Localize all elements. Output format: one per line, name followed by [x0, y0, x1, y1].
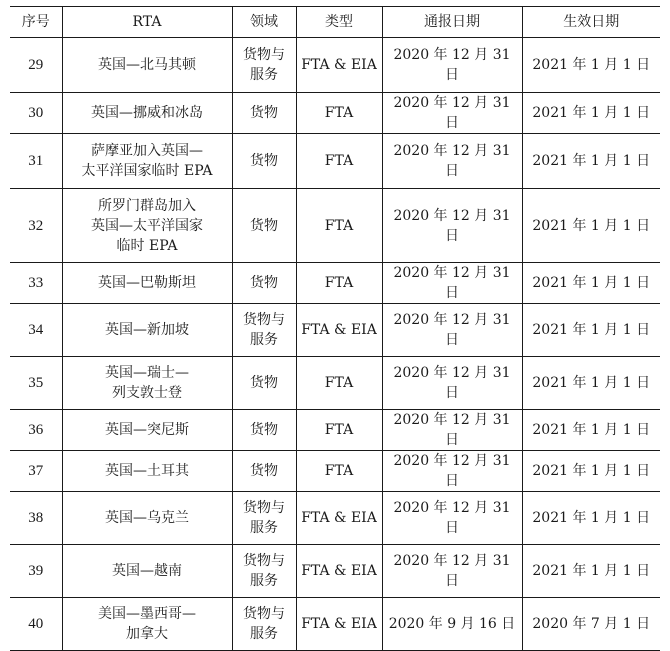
- cell-field: 货物: [232, 357, 296, 410]
- cell-serial-number: 39: [10, 545, 62, 598]
- cell-rta: 英国—越南: [62, 545, 232, 598]
- cell-effective-date: 2021 年 1 月 1 日: [522, 451, 660, 492]
- cell-field: 货物与 服务: [232, 598, 296, 651]
- cell-effective-date: 2021 年 1 月 1 日: [522, 134, 660, 189]
- cell-type: FTA & EIA: [296, 598, 382, 651]
- table-row: [10, 38, 660, 93]
- cell-notification-date: 2020 年 12 月 31 日: [382, 545, 522, 598]
- cell-rta: 英国—乌克兰: [62, 492, 232, 545]
- cell-serial-number: 36: [10, 410, 62, 451]
- table-row: [10, 492, 660, 545]
- cell-effective-date: 2021 年 1 月 1 日: [522, 38, 660, 93]
- header-effective-date: 生效日期: [522, 7, 660, 38]
- cell-rta: 英国—瑞士— 列支敦士登: [62, 357, 232, 410]
- cell-effective-date: 2021 年 1 月 1 日: [522, 189, 660, 263]
- table-row: [10, 93, 660, 134]
- header-serial-number: 序号: [10, 7, 62, 38]
- cell-serial-number: 35: [10, 357, 62, 410]
- cell-rta: 萨摩亚加入英国— 太平洋国家临时 EPA: [62, 134, 232, 189]
- cell-field: 货物与 服务: [232, 304, 296, 357]
- header-field: 领域: [232, 7, 296, 38]
- cell-serial-number: 33: [10, 263, 62, 304]
- cell-effective-date: 2021 年 1 月 1 日: [522, 545, 660, 598]
- cell-effective-date: 2021 年 1 月 1 日: [522, 410, 660, 451]
- cell-type: FTA & EIA: [296, 492, 382, 545]
- cell-notification-date: 2020 年 12 月 31 日: [382, 357, 522, 410]
- cell-field: 货物与 服务: [232, 38, 296, 93]
- table-row: [10, 410, 660, 451]
- cell-effective-date: 2021 年 1 月 1 日: [522, 93, 660, 134]
- cell-field: 货物: [232, 451, 296, 492]
- cell-notification-date: 2020 年 12 月 31 日: [382, 263, 522, 304]
- cell-rta: 英国—土耳其: [62, 451, 232, 492]
- header-type: 类型: [296, 7, 382, 38]
- cell-rta: 所罗门群岛加入 英国—太平洋国家 临时 EPA: [62, 189, 232, 263]
- cell-notification-date: 2020 年 12 月 31 日: [382, 189, 522, 263]
- cell-serial-number: 30: [10, 93, 62, 134]
- table-row: [10, 357, 660, 410]
- cell-serial-number: 37: [10, 451, 62, 492]
- header-rta: RTA: [62, 7, 232, 38]
- cell-effective-date: 2021 年 1 月 1 日: [522, 357, 660, 410]
- cell-rta: 美国—墨西哥— 加拿大: [62, 598, 232, 651]
- cell-effective-date: 2020 年 7 月 1 日: [522, 598, 660, 651]
- cell-type: FTA: [296, 410, 382, 451]
- cell-serial-number: 40: [10, 598, 62, 651]
- cell-rta: 英国—新加坡: [62, 304, 232, 357]
- cell-type: FTA: [296, 134, 382, 189]
- cell-field: 货物: [232, 189, 296, 263]
- cell-type: FTA & EIA: [296, 545, 382, 598]
- cell-field: 货物: [232, 263, 296, 304]
- table-row: [10, 134, 660, 189]
- table-header-row: [10, 7, 660, 38]
- cell-type: FTA & EIA: [296, 304, 382, 357]
- cell-serial-number: 31: [10, 134, 62, 189]
- cell-type: FTA: [296, 263, 382, 304]
- table-row: [10, 263, 660, 304]
- cell-rta: 英国—挪威和冰岛: [62, 93, 232, 134]
- cell-field: 货物: [232, 134, 296, 189]
- cell-rta: 英国—突尼斯: [62, 410, 232, 451]
- cell-field: 货物: [232, 410, 296, 451]
- table-row: [10, 451, 660, 492]
- header-notification-date: 通报日期: [382, 7, 522, 38]
- cell-type: FTA & EIA: [296, 38, 382, 93]
- table-row: [10, 545, 660, 598]
- cell-notification-date: 2020 年 12 月 31 日: [382, 410, 522, 451]
- cell-rta: 英国—巴勒斯坦: [62, 263, 232, 304]
- cell-effective-date: 2021 年 1 月 1 日: [522, 263, 660, 304]
- cell-notification-date: 2020 年 12 月 31 日: [382, 134, 522, 189]
- cell-field: 货物与 服务: [232, 545, 296, 598]
- cell-field: 货物: [232, 93, 296, 134]
- cell-notification-date: 2020 年 12 月 31 日: [382, 93, 522, 134]
- cell-type: FTA: [296, 189, 382, 263]
- table-row: [10, 598, 660, 651]
- table-row: [10, 304, 660, 357]
- cell-effective-date: 2021 年 1 月 1 日: [522, 304, 660, 357]
- cell-notification-date: 2020 年 12 月 31 日: [382, 492, 522, 545]
- cell-effective-date: 2021 年 1 月 1 日: [522, 492, 660, 545]
- table-row: [10, 189, 660, 263]
- cell-type: FTA: [296, 451, 382, 492]
- cell-notification-date: 2020 年 12 月 31 日: [382, 38, 522, 93]
- cell-type: FTA: [296, 357, 382, 410]
- cell-serial-number: 38: [10, 492, 62, 545]
- cell-notification-date: 2020 年 9 月 16 日: [382, 598, 522, 651]
- cell-notification-date: 2020 年 12 月 31 日: [382, 451, 522, 492]
- cell-serial-number: 32: [10, 189, 62, 263]
- cell-serial-number: 29: [10, 38, 62, 93]
- cell-type: FTA: [296, 93, 382, 134]
- cell-serial-number: 34: [10, 304, 62, 357]
- cell-field: 货物与 服务: [232, 492, 296, 545]
- rta-table: [10, 6, 660, 651]
- cell-notification-date: 2020 年 12 月 31 日: [382, 304, 522, 357]
- cell-rta: 英国—北马其顿: [62, 38, 232, 93]
